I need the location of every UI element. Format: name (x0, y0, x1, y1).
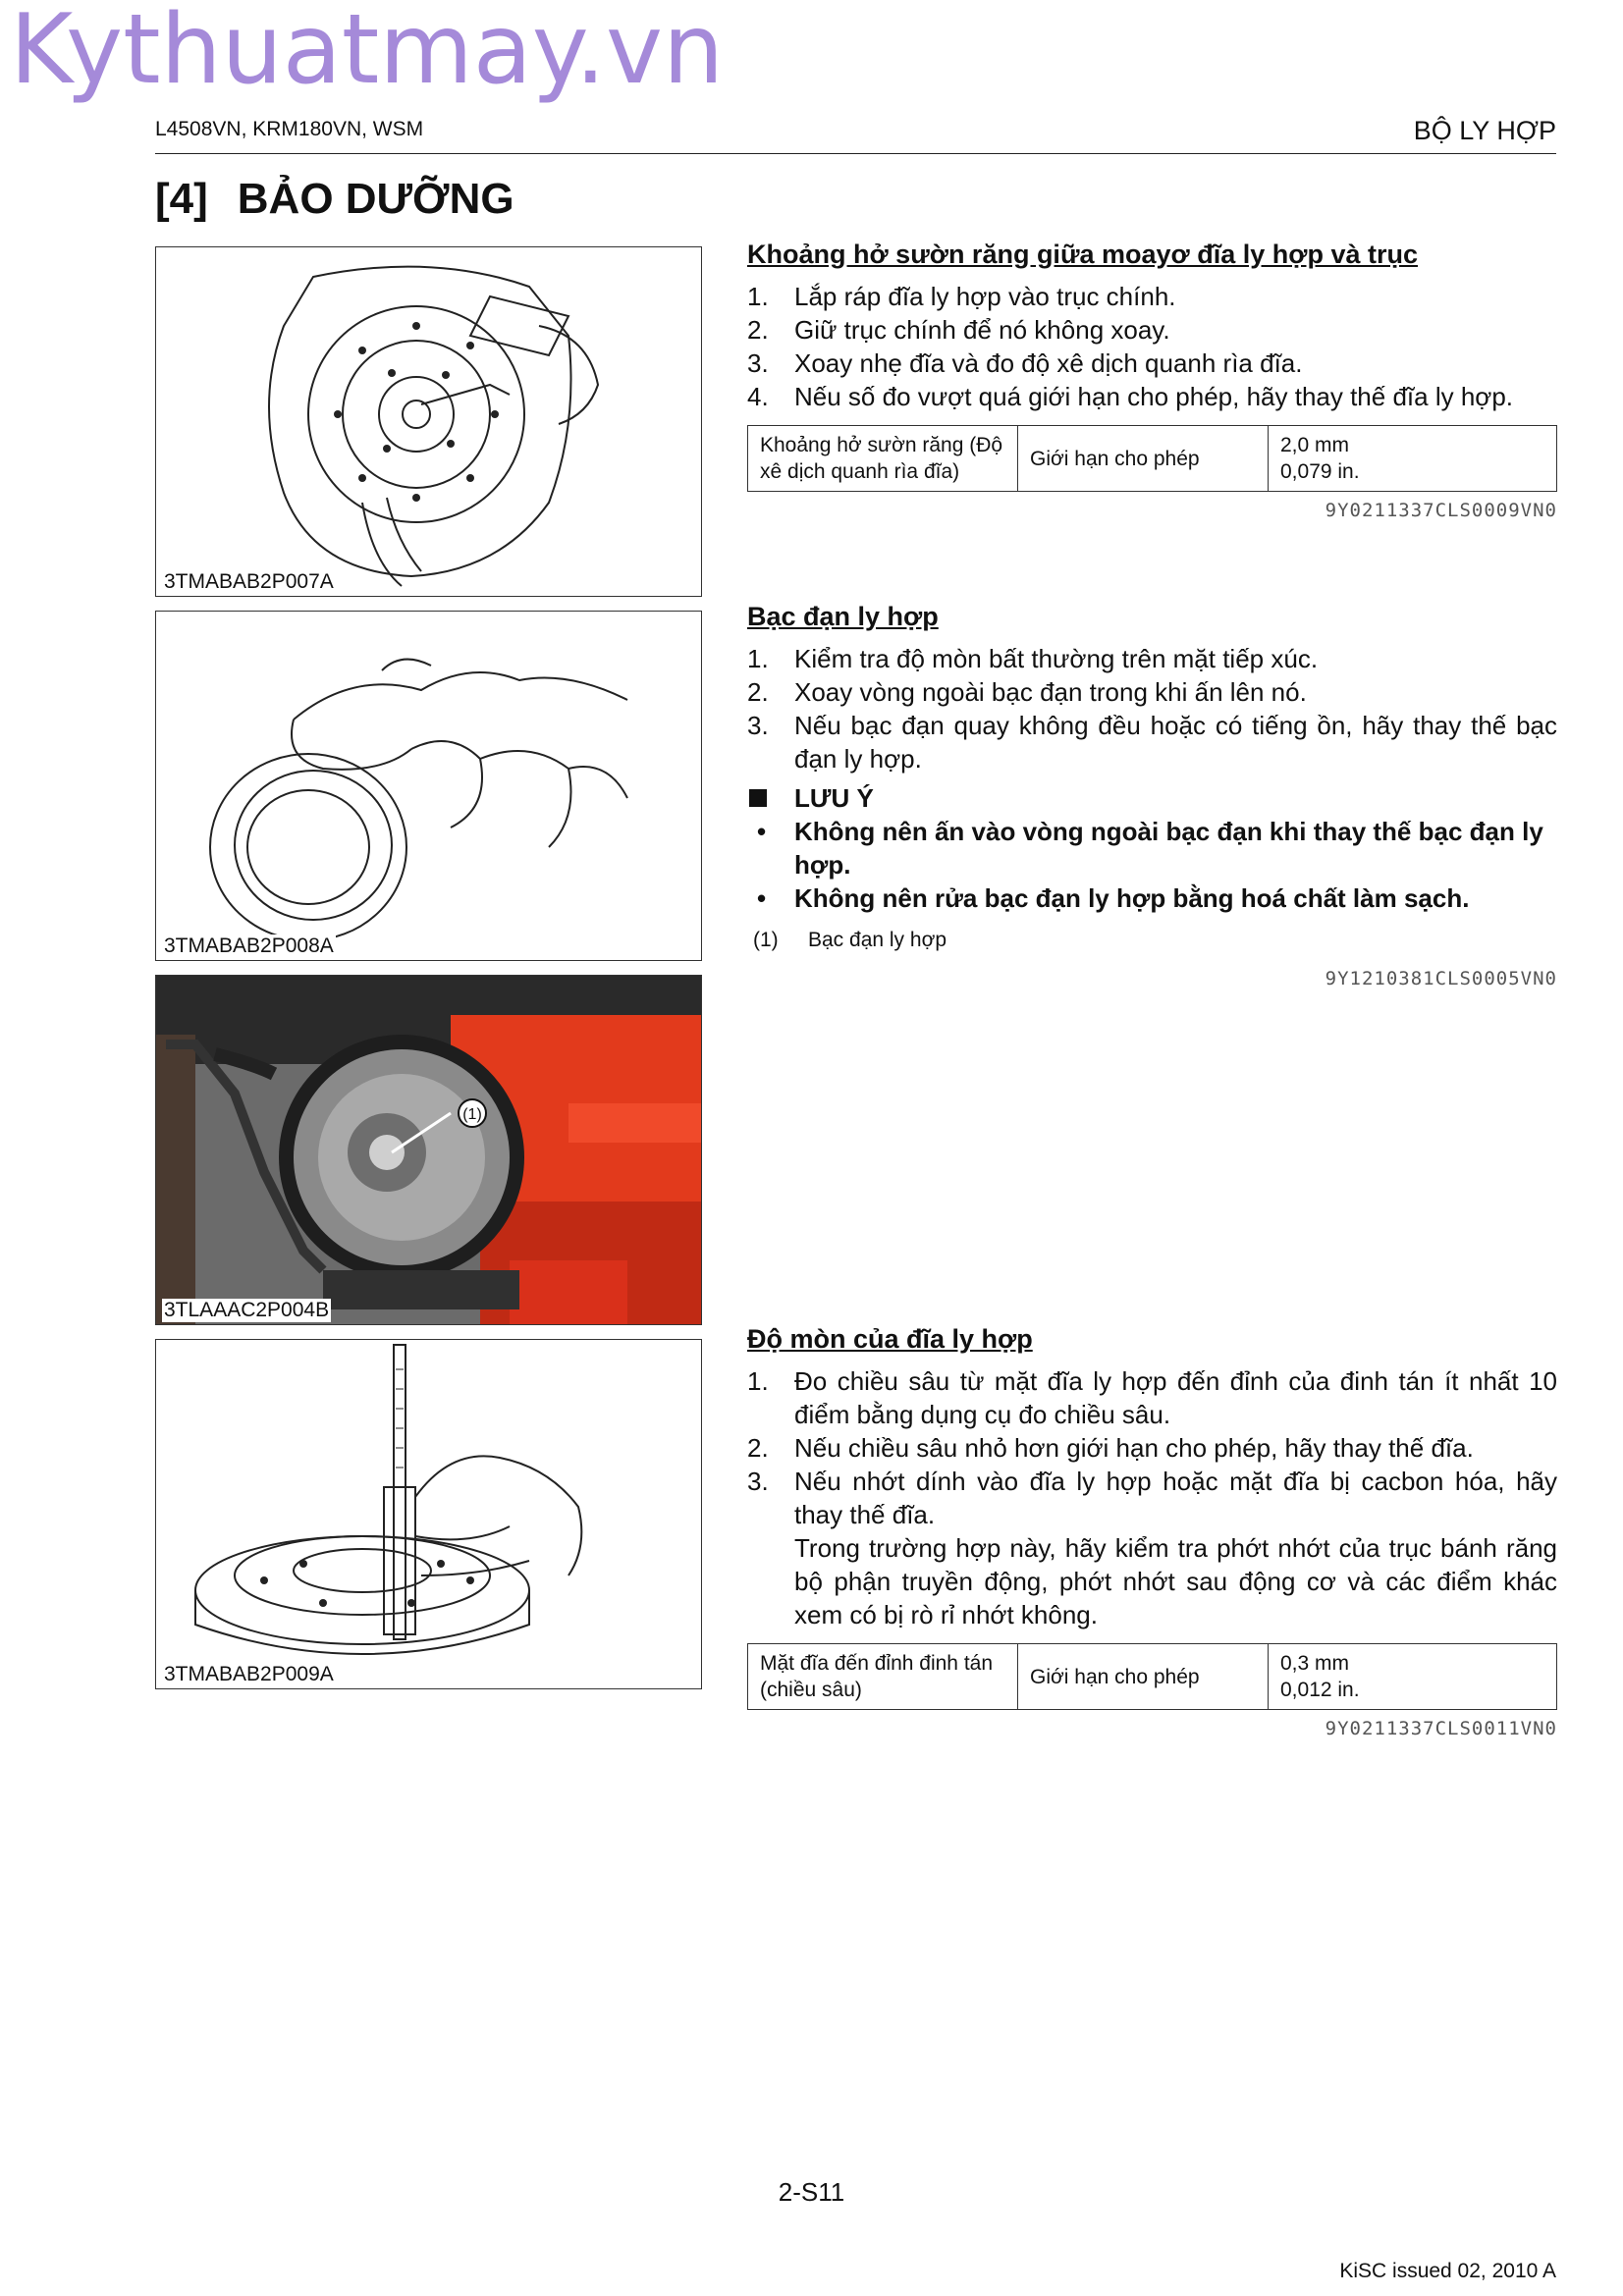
note-item: • Không nên rửa bạc đạn ly hợp bằng hoá chất làm sạch. (757, 883, 1470, 913)
depth-gauge-drawing (156, 1340, 701, 1688)
step-item: 1. Kiểm tra độ mòn bất thường trên mặt tiếp xúc. (747, 644, 1319, 673)
bearing-block (747, 602, 1557, 989)
step-item: Trong trường hợp này, hãy kiểm tra phớt nhớt của trục bánh răng bộ phận truyền động, phớt nhớt sau động cơ và các điểm khác xem có bị rò rỉ nhớt không. (794, 1533, 1557, 1629)
callout-label: (1) (462, 1106, 482, 1123)
figure-legend: (1) Bạc đạn ly hợp (753, 929, 947, 951)
doc-code: 9Y0211337CLS0011VN0 (1325, 1718, 1557, 1739)
bearing-steps (747, 642, 1557, 775)
note-item: • Không nên ấn vào vòng ngoài bạc đạn khi thay thế bạc đạn ly hợp. (757, 817, 1543, 880)
clutch-housing-photo (156, 976, 701, 1324)
step-item: 1. Lắp ráp đĩa ly hợp vào trục chính. (747, 282, 1176, 311)
figure-clutch-disc-backlash (155, 246, 702, 597)
square-bullet-icon (749, 789, 767, 807)
wear-title: Độ mòn của đĩa ly hợp (747, 1324, 1033, 1354)
step-item: 3. Xoay nhẹ đĩa và đo độ xê dịch quanh rìa đĩa. (747, 348, 1303, 378)
section-number: [4] (155, 175, 208, 223)
spec-limit-label: Giới hạn cho phép (1018, 426, 1269, 492)
wear-block (747, 1324, 1557, 1739)
wear-spec-table (747, 1643, 1557, 1710)
note-list (747, 815, 1557, 915)
figure-caption: 3TLAAAC2P004B (164, 1299, 330, 1321)
note-heading: LƯU Ý (747, 781, 1557, 815)
figure-clutch-housing-photo (155, 975, 702, 1325)
figure-clutch-bearing (155, 611, 702, 961)
step-item: 1. Đo chiều sâu từ mặt đĩa ly hợp đến đỉnh của đinh tán ít nhất 10 điểm bằng dụng cụ đo chiều sâu. (747, 1366, 1557, 1429)
section-heading (155, 175, 514, 224)
step-item: 4. Nếu số đo vượt quá giới hạn cho phép, hãy thay thế đĩa ly hợp. (747, 382, 1514, 411)
issue-note: KiSC issued 02, 2010 A (1339, 2260, 1556, 2282)
backlash-spec-table (747, 425, 1557, 492)
backlash-block (747, 240, 1557, 521)
header-rule (155, 153, 1556, 154)
step-item: 3. Nếu bạc đạn quay không đều hoặc có tiếng ồn, hãy thay thế bạc đạn ly hợp. (747, 711, 1557, 774)
spec-limit-label: Giới hạn cho phép (1018, 1644, 1269, 1710)
section-title: BẢO DƯỠNG (237, 175, 514, 223)
backlash-title: Khoảng hở sườn răng giữa moayơ đĩa ly hợp và trục (747, 240, 1418, 269)
step-item: 2. Giữ trục chính để nó không xoay. (747, 315, 1170, 345)
page-number: 2-S11 (778, 2177, 845, 2207)
figure-disc-wear-depth (155, 1339, 702, 1689)
chapter-title: BỘ LY HỢP (1413, 116, 1556, 145)
figure-caption: 3TMABAB2P009A (164, 1663, 334, 1685)
doc-code: 9Y0211337CLS0009VN0 (1325, 500, 1557, 521)
bearing-title: Bạc đạn ly hợp (747, 602, 939, 631)
manual-code: L4508VN, KRM180VN, WSM (155, 118, 424, 140)
step-item: 2. Xoay vòng ngoài bạc đạn trong khi ấn lên nó. (747, 677, 1307, 707)
wear-steps (747, 1364, 1557, 1631)
figure-caption: 3TMABAB2P008A (164, 934, 334, 957)
clutch-disc-drawing (156, 247, 701, 596)
figure-caption: 3TMABAB2P007A (164, 570, 334, 593)
step-item: 3. Nếu nhớt dính vào đĩa ly hợp hoặc mặt đĩa bị cacbon hóa, hãy thay thế đĩa. (747, 1467, 1557, 1529)
spec-value: 2,0 mm 0,079 in. (1269, 426, 1557, 492)
spec-value: 0,3 mm 0,012 in. (1269, 1644, 1557, 1710)
watermark-logo: Kythuatmay.vn (10, 0, 725, 106)
step-item: 2. Nếu chiều sâu nhỏ hơn giới hạn cho phép, hãy thay thế đĩa. (747, 1433, 1474, 1463)
spec-item: Mặt đĩa đến đỉnh đinh tán (chiều sâu) (748, 1644, 1018, 1710)
spec-item: Khoảng hở sườn răng (Độ xê dịch quanh rìa đĩa) (748, 426, 1018, 492)
backlash-steps (747, 280, 1557, 413)
bearing-drawing (156, 612, 701, 960)
doc-code: 9Y1210381CLS0005VN0 (1325, 968, 1557, 989)
